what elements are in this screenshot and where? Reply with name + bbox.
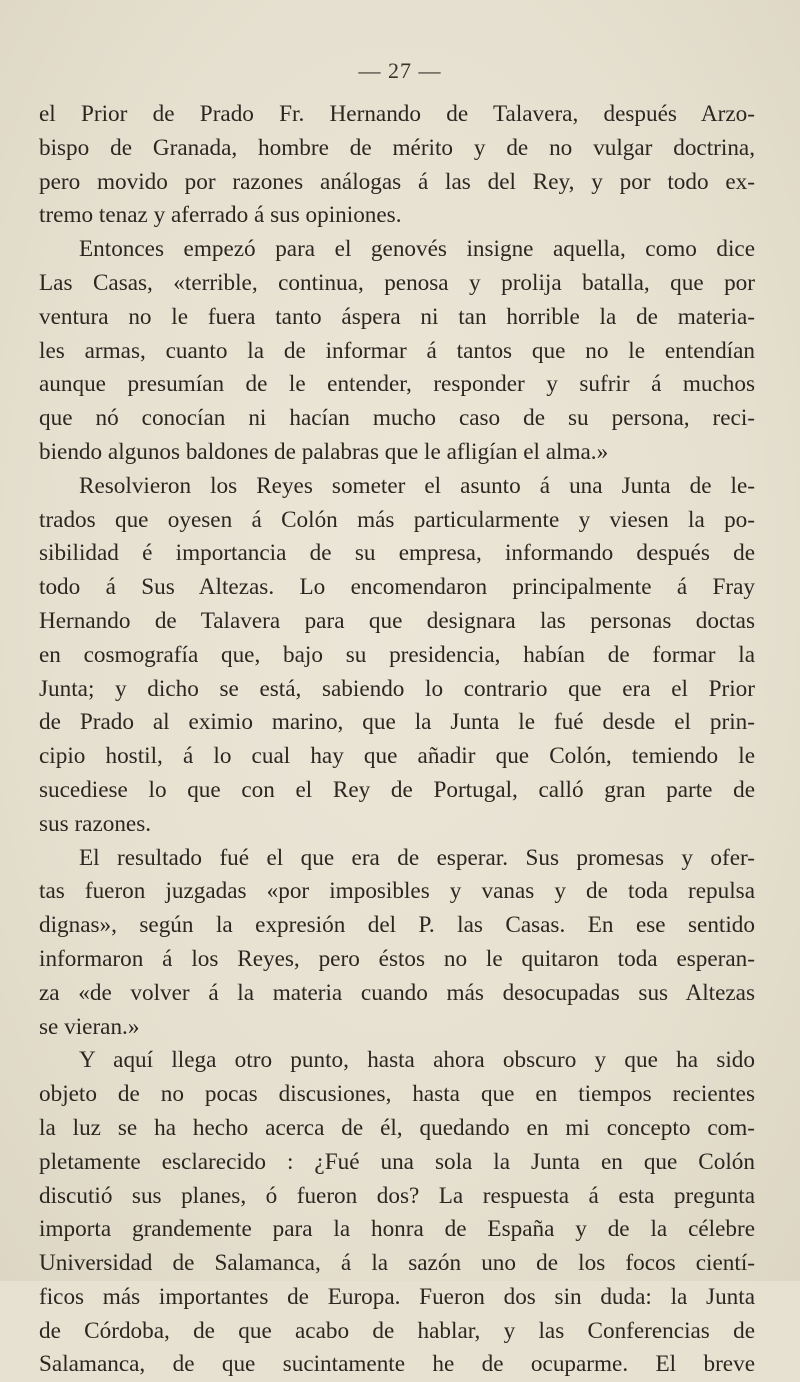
- text-line: Universidad de Salamanca, á la sazón uno de los focos cientí-: [39, 1250, 755, 1277]
- text-line: discutió sus planes, ó fueron dos? La respuesta á esta pregunta: [39, 1182, 755, 1209]
- text-line: ficos más importantes de Europa. Fueron dos sin duda: la Junta: [39, 1283, 755, 1310]
- text-line: importa grandemente para la honra de España y de la célebre: [39, 1216, 755, 1243]
- text-line: bispo de Granada, hombre de mérito y de no vulgar doctrina,: [39, 134, 755, 161]
- text-line: trados que oyesen á Colón más particularmente y viesen la po-: [39, 506, 755, 533]
- text-line: tremo tenaz y aferrado á sus opiniones.: [39, 202, 402, 229]
- text-line: informaron á los Reyes, pero éstos no le quitaron toda esperan-: [39, 945, 755, 972]
- text-line: Resolvieron los Reyes someter el asunto á una Junta de le-: [79, 472, 755, 499]
- text-line: en cosmografía que, bajo su presidencia, habían de formar la: [39, 641, 755, 668]
- text-line: dignas», según la expresión del P. las Casas. En ese sentido: [39, 912, 755, 939]
- text-line: biendo algunos baldones de palabras que le afligían el alma.»: [39, 438, 609, 465]
- text-line: za «de volver á la materia cuando más desocupadas sus Altezas: [39, 979, 755, 1006]
- text-line: Las Casas, «terrible, continua, penosa y prolija batalla, que por: [39, 269, 755, 296]
- text-line: les armas, cuanto la de informar á tantos que no le entendían: [39, 337, 755, 364]
- text-line: Junta; y dicho se está, sabiendo lo contrario que era el Prior: [39, 675, 755, 702]
- text-line: objeto de no pocas discusiones, hasta que en tiempos recientes: [39, 1081, 755, 1108]
- text-line: de Córdoba, de que acabo de hablar, y las Conferencias de: [39, 1317, 755, 1344]
- page-number: — 27 —: [358, 58, 442, 83]
- text-line: sibilidad é importancia de su empresa, informando después de: [39, 540, 755, 567]
- text-line: el Prior de Prado Fr. Hernando de Talavera, después Arzo-: [39, 101, 755, 127]
- text-line: pero movido por razones análogas á las del Rey, y por todo ex-: [39, 168, 755, 195]
- text-line: Hernando de Talavera para que designara las personas doctas: [39, 607, 755, 634]
- text-line: ventura no le fuera tanto áspera ni tan horrible la de materia-: [39, 303, 755, 330]
- text-line: Entonces empezó para el genovés insigne aquella, como dice: [79, 236, 755, 263]
- text-line: todo á Sus Altezas. Lo encomendaron principalmente á Fray: [39, 574, 755, 601]
- text-line: que nó conocían ni hacían mucho caso de su persona, reci-: [39, 405, 755, 432]
- text-line: sucediese lo que con el Rey de Portugal, calló gran parte de: [39, 776, 755, 803]
- text-line: sus razones.: [39, 810, 152, 837]
- text-line: El resultado fué el que era de esperar. Sus promesas y ofer-: [79, 844, 755, 871]
- text-line: pletamente esclarecido : ¿Fué una sola la Junta en que Colón: [39, 1148, 755, 1175]
- text-line: tas fueron juzgadas «por imposibles y vanas y de toda repulsa: [39, 878, 755, 905]
- body-text: [39, 98, 755, 1382]
- text-line: de Prado al eximio marino, que la Junta le fué desde el prin-: [39, 709, 755, 736]
- text-line: se vieran.»: [39, 1013, 140, 1040]
- text-line: Salamanca, de que sucintamente he de ocuparme. El breve: [39, 1351, 755, 1378]
- text-line: aunque presumían de le entender, responder y sufrir á muchos: [39, 371, 755, 398]
- text-line: la luz se ha hecho acerca de él, quedando en mi concepto com-: [39, 1114, 755, 1141]
- text-line: cipio hostil, á lo cual hay que añadir que Colón, temiendo le: [39, 743, 755, 770]
- text-line: Y aquí llega otro punto, hasta ahora obscuro y que ha sido: [79, 1047, 755, 1074]
